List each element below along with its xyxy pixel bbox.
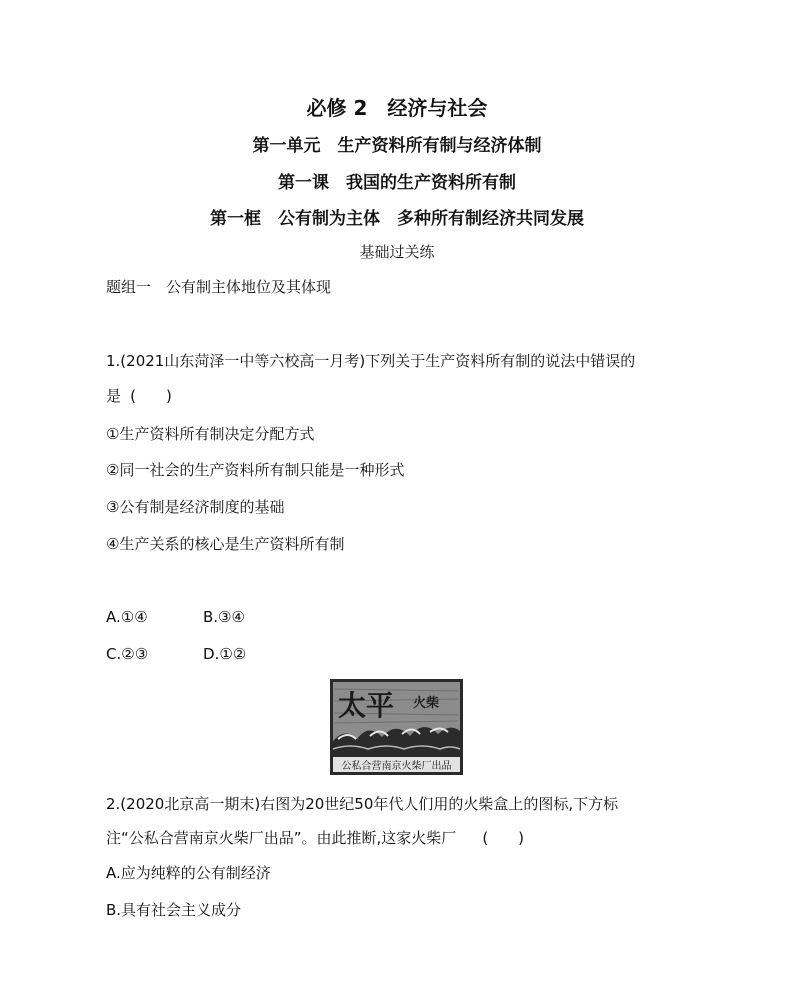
book-title: 必修 2 经济与社会 (306, 96, 488, 120)
matchbox-caption: 公私合营南京火柴厂出品 (341, 761, 452, 772)
q1-item-2: ②同一社会的生产资料所有制只能是一种形式 (106, 461, 405, 479)
q1-option-b: B.③④ (203, 608, 245, 626)
q1-item-1: ①生产资料所有制决定分配方式 (106, 425, 315, 443)
q1-item-4: ④生产关系的核心是生产资料所有制 (106, 535, 345, 553)
q1-stem-line2 (106, 386, 181, 406)
q2-answer-paren: ( ) (482, 829, 525, 847)
q1-option-a: A.①④ (106, 608, 148, 626)
q1-stem-line1: 1.(2021山东菏泽一中等六校高一月考)下列关于生产资料所有制的说法中错误的 (106, 352, 636, 370)
matchbox-product: 火柴 (413, 696, 440, 711)
q1-stem-end: 是 (106, 387, 122, 405)
q2-stem-end: 注“公私合营南京火柴厂出品”。由此推断,这家火柴厂 (106, 829, 457, 847)
q1-option-c: C.②③ (106, 645, 149, 663)
unit-title: 第一单元 生产资料所有制与经济体制 (252, 136, 542, 156)
q1-item-3: ③公有制是经济制度的基础 (106, 498, 285, 516)
q2-option-b: B.具有社会主义成分 (106, 901, 242, 919)
matchbox-label-image (330, 679, 463, 775)
q1-option-d: D.①② (203, 645, 247, 663)
matchbox-brand: 太平 (338, 689, 395, 722)
q2-option-a: A.应为纯粹的公有制经济 (106, 864, 271, 882)
section-title: 第一框 公有制为主体 多种所有制经济共同发展 (210, 209, 584, 229)
q1-answer-paren: ( ) (130, 387, 172, 405)
lesson-title: 第一课 我国的生产资料所有制 (278, 173, 516, 193)
q2-stem-line2 (106, 828, 524, 848)
group-title: 题组一 公有制主体地位及其体现 (106, 278, 332, 296)
q2-stem-line1: 2.(2020北京高一期末)右图为20世纪50年代人们用的火柴盒上的图标,下方标 (106, 795, 619, 813)
practice-heading: 基础过关练 (359, 243, 435, 261)
